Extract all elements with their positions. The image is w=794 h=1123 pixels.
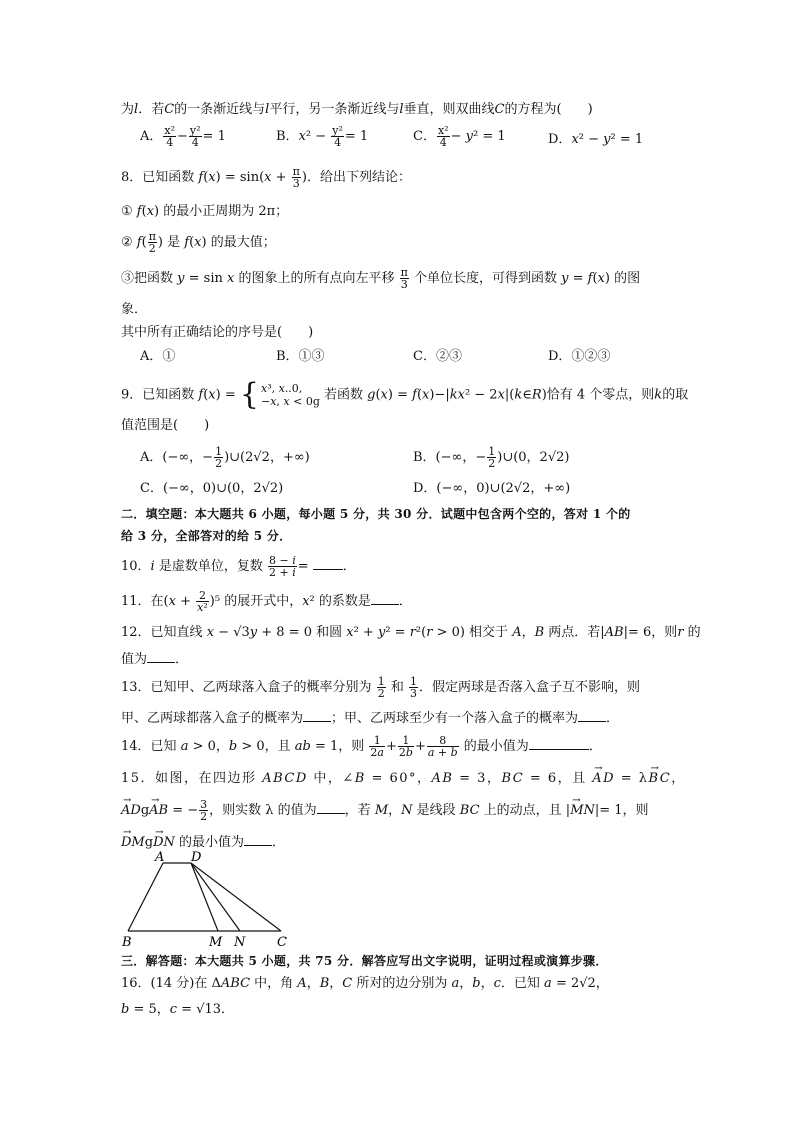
section3-heading: 三．解答题：本大题共 5 小题，共 75 分．解答应写出文字说明，证明过程或演算步骤． — [121, 954, 608, 968]
q10: 10．i 是虚数单位，复数 $\frac{8 - i}{2 + i}$ = ． — [121, 554, 356, 579]
q8-statement-1: ① f(x) 的最小正周期为 2π； — [121, 204, 289, 219]
q16-line2: b = 5，c = √13． — [121, 1002, 235, 1017]
q14: 14．已知 a > 0，b > 0，且 ab = 1，则 $\frac{1}{2a}$ + $\frac{1}{2b}$ + $\frac{8}{a + b}$ 的最小值为 ． — [121, 734, 602, 759]
segment-dn — [191, 863, 240, 931]
segment-ab — [128, 863, 163, 931]
q15-line2: → ADg→ AB = − $\frac{3}{2}$ ，则实数 λ 的值为 ，若 M，N 是线段 BC 上的动点，且 |→ MN|= 1，则 — [121, 799, 649, 822]
label-a: A — [155, 850, 165, 865]
quadrilateral-figure — [117, 849, 297, 949]
q9-stem-2: 值范围是( ) — [121, 418, 210, 433]
label-d: D — [191, 850, 202, 865]
q13-line1: 13．已知甲、乙两球落入盒子的概率分别为 $\frac{1}{2}$ 和 $\frac{1}{3}$ ．假定两球是否落入盒子互不影响，则 — [121, 675, 640, 700]
label-c: C — [277, 935, 287, 949]
label-m: M — [209, 935, 223, 949]
q13-line2: 甲、乙两球都落入盒子的概率为 ；甲、乙两球至少有一个落入盒子的概率为 ． — [121, 711, 620, 726]
q15-line3: → DMg→ DN 的最小值为 ． — [121, 833, 285, 852]
q7-option-a: A． $\frac{\text{x²}}{4}$ − $\frac{\text{y²}}{4}$ = 1 — [140, 124, 226, 149]
q9-option-d: D．(−∞，0)∪(2√2，+∞) — [413, 481, 571, 496]
q12-line1: 12．已知直线 x − √3y + 8 = 0 和圆 x² + y² = r²(r > 0) 相交于 A，B 两点．若|AB|= 6，则r 的 — [121, 625, 701, 640]
q12-line2: 值为 ． — [121, 652, 189, 667]
q9-option-c: C．(−∞，0)∪(0，2√2) — [140, 481, 284, 496]
q8-stem: 8．已知函数 f(x) = sin(x + $\frac{\pi}{3}$ )．给出下列结论： — [121, 165, 411, 190]
q7-option-d: D．x² − y² = 1 — [548, 132, 644, 147]
q7-option-b: B．x² − $\frac{\text{y²}}{4}$ = 1 — [276, 124, 369, 149]
q11: 11．在(x + $\frac{2}{\text{x²}}$ )⁵ 的展开式中，x² 的系数是 ． — [121, 589, 412, 614]
q8-statement-2: ② f( $\frac{\pi}{2}$ ) 是 f(x) 的最大值； — [121, 230, 276, 255]
q9-option-b: B．(−∞，− $\frac{1}{2}$ )∪(0，2√2) — [413, 445, 570, 470]
q8-option-d: D．①②③ — [548, 349, 611, 364]
q8-option-b: B．①③ — [276, 349, 325, 364]
q9-stem: 9．已知函数 f(x) = { x³, x..0, −x, x < 0g 若函数 g(x) = f(x)−|kx² − 2x|(k∈R)恰有 4 个零点，则k的取 — [121, 377, 689, 412]
q15-line1: 15．如图，在四边形 ABCD 中，∠B = 60°，AB = 3，BC = 6，且 → AD = λ→ BC， — [121, 770, 686, 788]
q8-option-a: A．① — [140, 349, 176, 364]
q7-option-c: C． $\frac{\text{x²}}{4}$ − y² = 1 — [413, 124, 506, 149]
q8-option-c: C．②③ — [413, 349, 462, 364]
label-n: N — [234, 935, 246, 949]
q16-line1: 16．(14 分)在 ΔABC 中，角 A，B，C 所对的边分别为 a，b，c．已知 a = 2√2， — [121, 976, 609, 991]
section2-heading-line2: 给 3 分，全部答对的给 5 分． — [121, 529, 292, 543]
q9-option-a: A．(−∞，− $\frac{1}{2}$ )∪(2√2，+∞) — [140, 445, 310, 470]
q8-ask: 其中所有正确结论的序号是( ) — [121, 325, 314, 340]
q8-statement-3: ③把函数 y = sin x 的图象上的所有点向左平移 $\frac{\pi}{3}$ 个单位长度，可得到函数 y = f(x) 的图 — [121, 266, 641, 291]
label-b: B — [122, 935, 132, 949]
section2-heading-line1: 二．填空题：本大题共 6 小题，每小题 5 分，共 30 分．试题中包含两个空的，答对 1 个的 — [121, 507, 631, 521]
q8-statement-3b: 象． — [121, 302, 148, 317]
q7-stem-tail: 为l．若C的一条渐近线与l平行，另一条渐近线与l垂直，则双曲线C的方程为( ) — [121, 102, 593, 117]
